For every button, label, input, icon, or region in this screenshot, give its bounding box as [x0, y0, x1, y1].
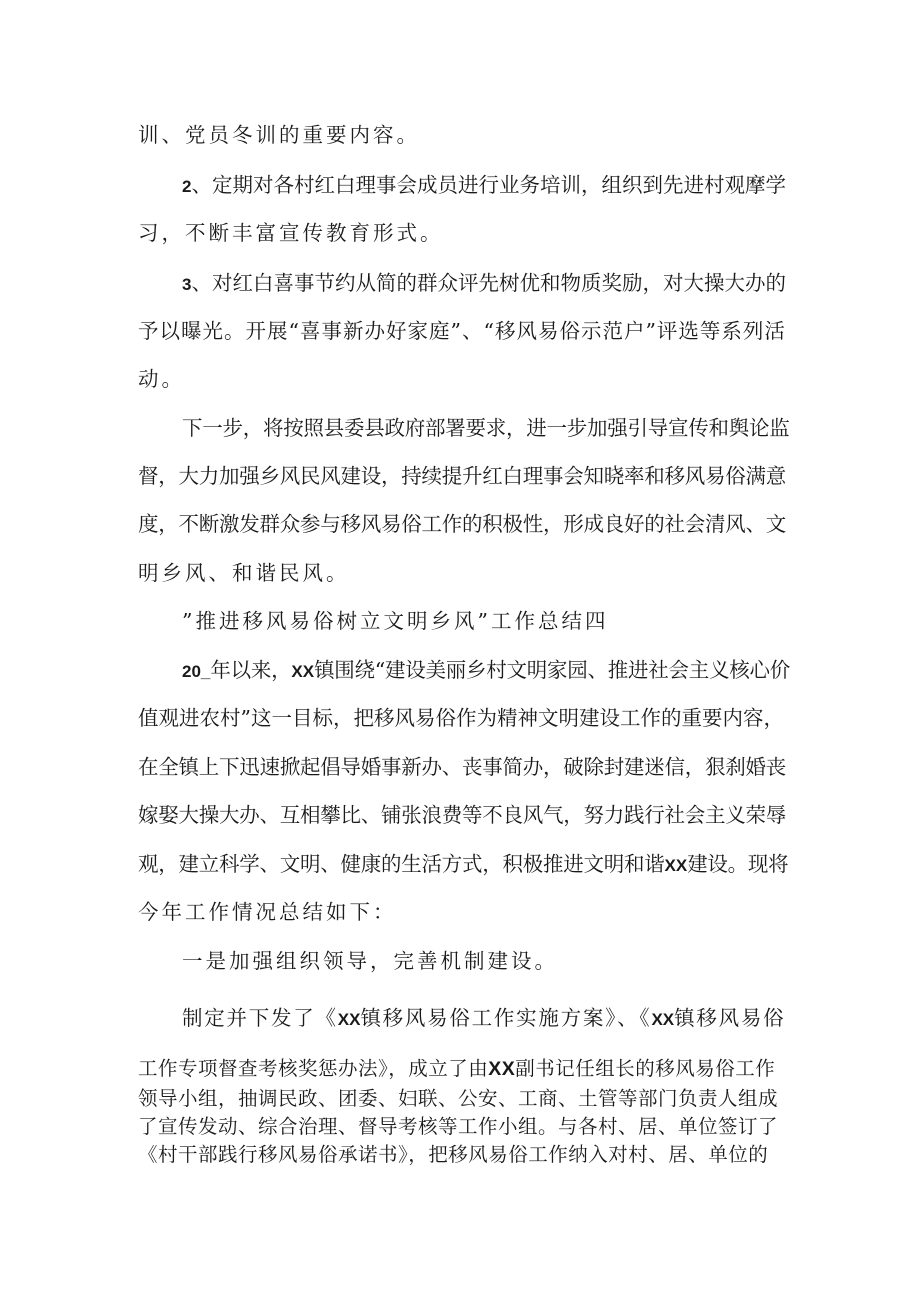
text-line: [138, 1086, 778, 1111]
text-line: [138, 1142, 768, 1167]
text-segment: 工作专项督查考核奖惩办法》，成立了由: [138, 1057, 489, 1080]
text-segment: 副书记任组长的移风易俗工作: [515, 1057, 776, 1080]
text-line: [182, 172, 786, 200]
text-segment: 年以来，: [210, 658, 292, 682]
text-line: [138, 802, 786, 828]
text-segment: 建设。现将: [687, 852, 789, 876]
text-line: [182, 948, 558, 974]
text-line: [182, 657, 790, 685]
text-line: [182, 1005, 785, 1033]
text-segment: 嫁娶大操大办、互相攀比、铺张浪费等不良风气，努力践行社会主义荣辱: [138, 803, 786, 827]
text-segment: ”推进移风易俗树立文明乡风”工作总结四: [182, 609, 609, 633]
text-line: [182, 415, 790, 441]
text-segment: 习，不断丰富宣传教育形式。: [138, 221, 444, 245]
text-segment: 了宣传发动、综合治理、督导考核等工作小组。与各村、居、单位签订了: [138, 1115, 779, 1138]
text-segment: 明乡风、和谐民风。: [138, 561, 350, 585]
text-line: [138, 220, 444, 246]
text-line: [138, 851, 788, 879]
text-segment: 度，不断激发群众参与移风易俗工作的积极性，形成良好的社会清风、文: [138, 512, 786, 536]
text-line: [138, 122, 420, 148]
text-line: [138, 318, 786, 344]
text-segment: 一是加强组织领导，完善机制建设。: [182, 949, 558, 973]
text-line: [138, 899, 397, 925]
text-line: [138, 1114, 778, 1139]
text-line: [138, 560, 350, 586]
text-segment: 今年工作情况总结如下：: [138, 900, 397, 924]
text-segment: 、定期对各村红白理事会成员进行业务培训，组织到先进村观摩学: [191, 173, 786, 197]
text-segment: 镇移风易俗: [674, 1006, 786, 1030]
text-line: [138, 366, 185, 392]
text-line: [138, 1056, 775, 1081]
text-line: [138, 754, 786, 780]
text-line: [182, 608, 608, 634]
bold-text-segment: XX: [337, 1010, 361, 1029]
bold-text-segment: 3: [182, 275, 192, 294]
text-segment: 、对红白喜事节约从简的群众评先树优和物质奖励，对大操大办的: [191, 271, 786, 295]
text-line: [138, 705, 784, 731]
text-segment: 《村干部践行移风易俗承诺书》，把移风易俗工作纳入对村、居、单位的: [138, 1143, 769, 1166]
text-segment: 镇围绕“建设美丽乡村文明家园、推进社会主义核心价: [314, 658, 791, 682]
bold-text-segment: 2: [182, 177, 192, 196]
bold-text-segment: XX: [291, 662, 315, 681]
bold-text-segment: 20_: [182, 662, 211, 681]
text-segment: 镇移风易俗工作实施方案》、《: [360, 1006, 652, 1030]
text-segment: 予以曝光。开展“喜事新办好家庭”、“移风易俗示范户”评选等系列活: [138, 319, 786, 343]
text-line: [182, 270, 786, 298]
bold-text-segment: XX: [664, 856, 688, 875]
text-segment: 动。: [138, 367, 185, 391]
text-segment: 制定并下发了《: [182, 1006, 338, 1030]
text-segment: 训、党员冬训的重要内容。: [138, 123, 420, 147]
text-line: [138, 463, 786, 489]
bold-text-segment: XX: [651, 1010, 675, 1029]
text-line: [138, 511, 786, 537]
text-segment: 领导小组，抽调民政、团委、妇联、公安、工商、土管等部门负责人组成: [138, 1087, 779, 1110]
text-segment: 在全镇上下迅速掀起倡导婚事新办、丧事简办，破除封建迷信，狠刹婚丧: [138, 755, 786, 779]
text-segment: 下一步，将按照县委县政府部署要求，进一步加强引导宣传和舆论监: [182, 416, 790, 440]
text-segment: 值观进农村”这一目标，把移风易俗作为精神文明建设工作的重要内容，: [138, 706, 784, 730]
text-segment: 观，建立科学、文明、健康的生活方式，积极推进文明和谐: [138, 852, 665, 876]
text-segment: 督，大力加强乡风民风建设，持续提升红白理事会知晓率和移风易俗满意: [138, 464, 786, 488]
bold-text-segment: XX: [488, 1058, 516, 1080]
